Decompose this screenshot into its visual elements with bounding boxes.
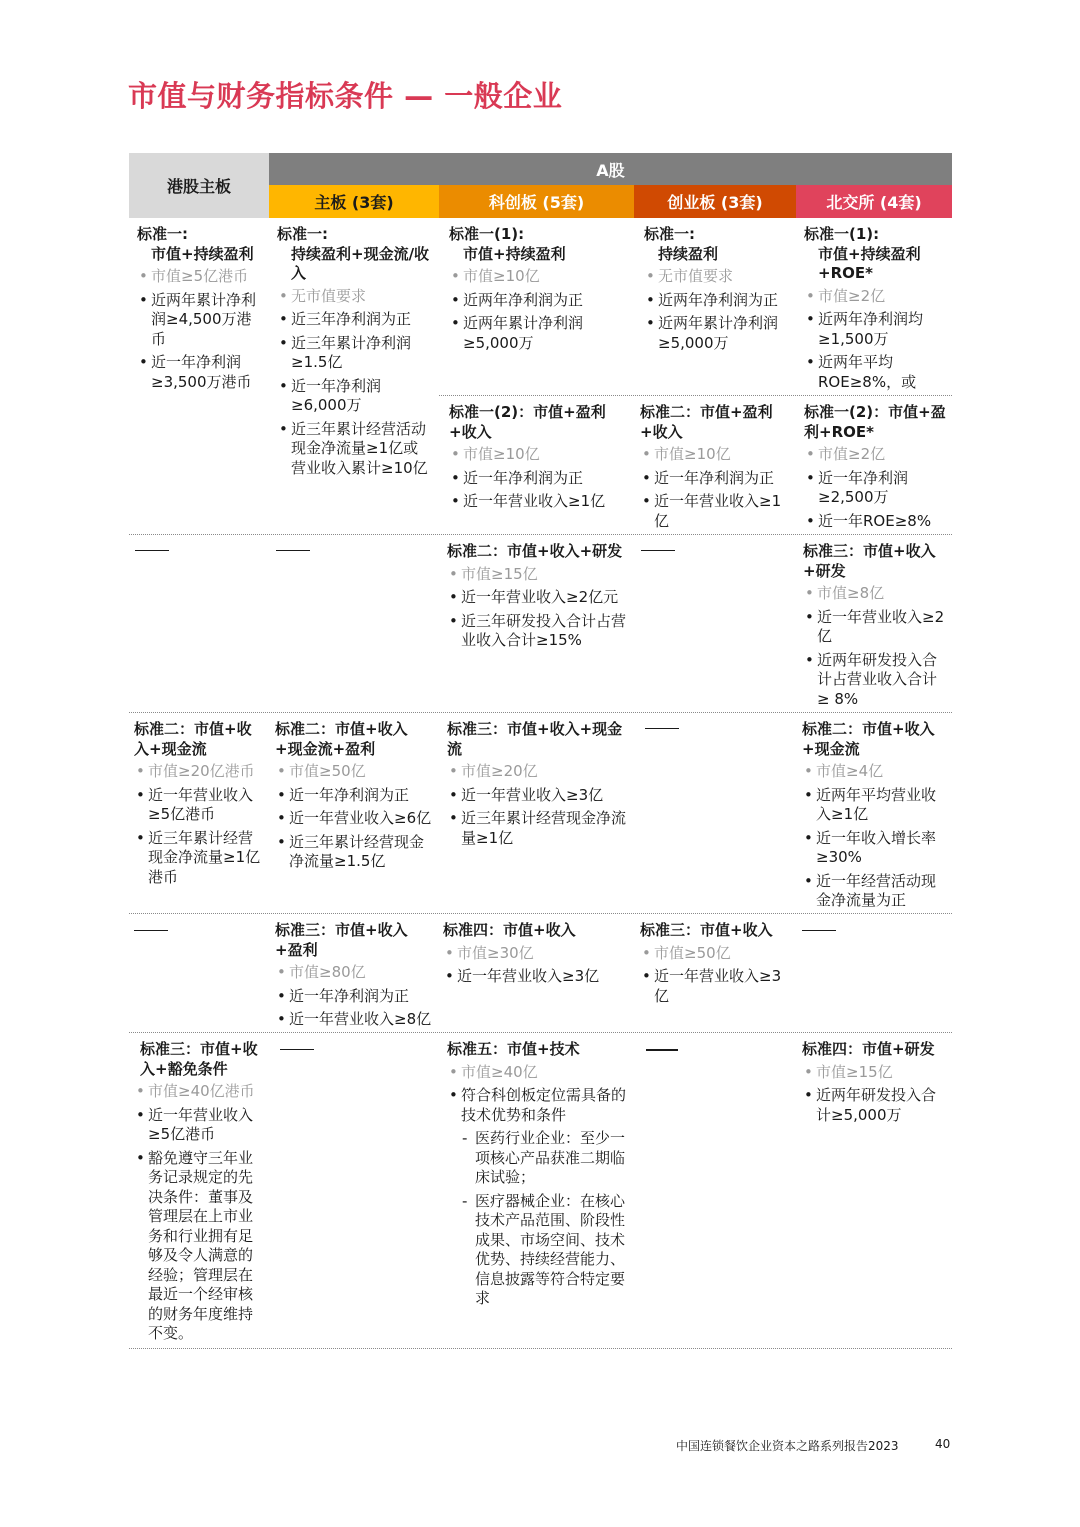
market-cap-requirement: • 市值≥10亿 (640, 445, 792, 465)
criterion-item: • 近一年营业收入≥3亿 (447, 786, 629, 806)
criterion-item: • 近三年累计净利润≥1.5亿 (277, 334, 433, 373)
criterion-title: 标准二：市值+盈利+收入 (640, 403, 773, 441)
criterion-item: • 近一年净利润≥6,000万 (277, 377, 433, 416)
criterion-item: • 近一年营业收入≥5亿港币 (134, 1106, 266, 1145)
empty-dash (134, 930, 168, 931)
market-cap-requirement: • 市值≥40亿港币 (134, 1082, 266, 1102)
market-cap-requirement: • 市值≥2亿 (804, 287, 947, 307)
cell-gem-standard-3 (640, 921, 792, 1010)
criterion-subitem: - 医疗器械企业：在核心技术产品范围、阶段性成果、市场空间、技术优势、持续经营能力、信息披露等符合特定要求 (447, 1192, 629, 1309)
criterion-item: • 近一年净利润为正 (449, 469, 629, 489)
criterion-item: • 近三年研发投入合计占营业收入合计≥15% (447, 612, 629, 651)
market-cap-requirement: • 市值≥8亿 (803, 584, 948, 604)
row-divider (129, 534, 952, 535)
market-cap-requirement: • 市值≥20亿港币 (134, 762, 264, 782)
market-cap-requirement: • 市值≥10亿 (449, 445, 629, 465)
market-cap-requirement: • 无市值要求 (277, 287, 433, 307)
criterion-item: • 近两年累计净利润≥4,500万港币 (137, 291, 263, 350)
criterion-subtitle: 市值+持续盈利 (463, 244, 566, 263)
empty-dash (645, 728, 679, 729)
criterion-item: • 近一年营业收入≥3亿 (443, 967, 629, 987)
criterion-item: • 近一年营业收入≥8亿 (275, 1010, 433, 1030)
criterion-item: • 近一年净利润≥3,500万港币 (137, 353, 263, 392)
criterion-title: 标准二：市值+收入+现金流 (134, 720, 252, 758)
market-cap-requirement: • 市值≥40亿 (447, 1063, 629, 1083)
criterion-item: • 近一年净利润为正 (640, 469, 792, 489)
empty-dash (646, 1049, 678, 1051)
cell-main-standard-2 (275, 720, 433, 876)
cell-main-standard-3 (275, 921, 433, 1034)
row-divider (129, 712, 952, 713)
row-divider (129, 913, 952, 914)
criterion-subtitle: 持续盈利 (658, 244, 719, 263)
header-star-market: 科创板 (5套) (439, 185, 634, 218)
criterion-item: • 近两年累计净利润≥5,000万 (449, 314, 629, 353)
criterion-item: • 近一年营业收入≥2亿元 (447, 588, 629, 608)
row-divider (439, 395, 952, 396)
criterion-item: • 近三年累计经营现金净流量≥1亿港币 (134, 829, 264, 888)
market-cap-requirement: • 市值≥2亿 (804, 445, 947, 465)
market-cap-requirement: • 市值≥30亿 (443, 944, 629, 964)
criterion-title: 标准一(2)：市值+盈利+收入 (449, 403, 606, 441)
criterion-subitem: - 医药行业企业：至少一项核心产品获准二期临床试验； (447, 1129, 629, 1188)
row-divider (129, 1032, 952, 1033)
market-cap-requirement: • 市值≥50亿 (640, 944, 792, 964)
criterion-title: 标准一: (137, 225, 188, 243)
cell-star-standard-4 (443, 921, 629, 991)
criterion-title: 标准一(2)：市值+盈利+ROE* (804, 403, 946, 441)
empty-dash (802, 930, 836, 931)
criterion-item: • 近两年研发投入合计≥5,000万 (802, 1086, 948, 1125)
market-cap-requirement: • 市值≥15亿 (802, 1063, 948, 1083)
market-cap-requirement: • 市值≥80亿 (275, 963, 433, 983)
criterion-subtitle: 持续盈利+现金流/收入 (291, 244, 430, 282)
criterion-item: • 近两年累计净利润≥5,000万 (644, 314, 792, 353)
criterion-item: • 近三年累计经营活动现金净流量≥1亿或营业收入累计≥10亿 (277, 420, 433, 479)
header-bse: 北交所 (4套) (796, 185, 952, 218)
criterion-item: • 近一年营业收入≥5亿港币 (134, 786, 264, 825)
cell-bse-standard-4 (802, 1040, 948, 1129)
cell-hk-standard-3 (134, 1040, 266, 1348)
criterion-item: • 近三年累计经营现金净流量≥1.5亿 (275, 833, 433, 872)
market-cap-requirement: • 市值≥20亿 (447, 762, 629, 782)
cell-bse-standard-1-1 (804, 225, 947, 396)
criterion-item: • 近一年收入增长率≥30% (802, 829, 948, 868)
cell-star-standard-5 (447, 1040, 629, 1313)
empty-dash (276, 550, 310, 551)
criterion-title: 标准一(1): (449, 225, 525, 243)
criterion-item: • 近一年净利润为正 (275, 786, 433, 806)
market-cap-requirement: • 市值≥10亿 (449, 267, 629, 287)
criterion-item: • 近两年平均营业收入≥1亿 (802, 786, 948, 825)
criterion-subtitle: 市值+持续盈利 (151, 244, 254, 263)
header-main-board: 主板 (3套) (269, 185, 439, 218)
criterion-title: 标准五：市值+技术 (447, 1040, 580, 1058)
cell-hk-standard-1 (137, 225, 263, 396)
cell-hk-standard-2 (134, 720, 264, 891)
row-divider (129, 1348, 952, 1349)
criterion-title: 标准二：市值+收入+研发 (447, 542, 623, 560)
criterion-title: 标准四：市值+收入 (443, 921, 576, 939)
criterion-item: • 近两年净利润为正 (449, 291, 629, 311)
cell-bse-standard-1-2 (804, 403, 947, 535)
cell-bse-standard-2 (802, 720, 948, 915)
criterion-title: 标准二：市值+收入+现金流+盈利 (275, 720, 408, 758)
criterion-title: 标准一: (277, 225, 328, 243)
criterion-item: • 近三年净利润为正 (277, 310, 433, 330)
cell-star-standard-2 (447, 542, 629, 655)
footer-report-title: 中国连锁餐饮企业资本之路系列报告2023 (676, 1439, 899, 1453)
criterion-title: 标准三：市值+收入+现金流 (447, 720, 623, 758)
criterion-item: • 近一年营业收入≥3亿 (640, 967, 792, 1006)
market-cap-requirement: • 无市值要求 (644, 267, 792, 287)
criterion-item: • 近一年经营活动现金净流量为正 (802, 872, 948, 911)
criterion-title: 标准四：市值+研发 (802, 1040, 935, 1058)
criterion-item: • 近一年ROE≥8% (804, 512, 947, 532)
criterion-title: 标准三：市值+收入+盈利 (275, 921, 408, 959)
cell-gem-standard-1 (644, 225, 792, 357)
criterion-item: • 近两年研发投入合计占营业收入合计≥ 8% (803, 651, 948, 710)
empty-dash (641, 550, 675, 551)
criterion-title: 标准三：市值+收入+研发 (803, 542, 936, 580)
page-number: 40 (935, 1437, 951, 1451)
criterion-item: • 近一年营业收入≥1亿 (640, 492, 792, 531)
cell-main-standard-1 (277, 225, 433, 482)
criterion-item: • 符合科创板定位需具备的技术优势和条件 (447, 1086, 629, 1125)
criterion-title: 标准一: (644, 225, 695, 243)
criterion-item: • 近两年平均ROE≥8%，或 (804, 353, 947, 392)
criterion-subtitle: 市值+持续盈利+ROE* (818, 244, 921, 282)
market-cap-requirement: • 市值≥5亿港币 (137, 267, 263, 287)
cell-star-standard-1-1 (449, 225, 629, 357)
cell-bse-standard-3 (803, 542, 948, 713)
criterion-item: • 近一年净利润为正 (275, 987, 433, 1007)
criterion-item: • 近一年营业收入≥2亿 (803, 608, 948, 647)
header-hk-main-board: 港股主板 (129, 153, 269, 218)
criterion-title: 标准一(1): (804, 225, 880, 243)
criterion-title: 标准三：市值+收入 (640, 921, 773, 939)
cell-star-standard-1-2 (449, 403, 629, 516)
market-cap-requirement: • 市值≥4亿 (802, 762, 948, 782)
criterion-item: • 近两年净利润为正 (644, 291, 792, 311)
header-a-share: A股 (269, 153, 952, 185)
empty-dash (280, 1049, 314, 1050)
cell-star-standard-3 (447, 720, 629, 852)
criterion-item: • 近一年净利润≥2,500万 (804, 469, 947, 508)
criterion-title: 标准二：市值+收入+现金流 (802, 720, 935, 758)
criterion-item: • 近三年累计经营现金净流量≥1亿 (447, 809, 629, 848)
cell-gem-standard-2 (640, 403, 792, 535)
criterion-item: • 近两年净利润均≥1,500万 (804, 310, 947, 349)
page-title: 市值与财务指标条件 — 一般企业 (128, 79, 563, 113)
empty-dash (135, 550, 169, 551)
market-cap-requirement: • 市值≥15亿 (447, 565, 629, 585)
market-cap-requirement: • 市值≥50亿 (275, 762, 433, 782)
header-chinext: 创业板 (3套) (634, 185, 796, 218)
criterion-item: • 近一年营业收入≥1亿 (449, 492, 629, 512)
criterion-title: 标准三：市值+收入+豁免条件 (140, 1040, 258, 1078)
criterion-item: • 豁免遵守三年业务记录规定的先决条件：董事及管理层在上市业务和行业拥有足够及令人满意的经验；管理层在最近一个经审核的财务年度维持不变。 (134, 1149, 266, 1344)
criterion-item: • 近一年营业收入≥6亿 (275, 809, 433, 829)
